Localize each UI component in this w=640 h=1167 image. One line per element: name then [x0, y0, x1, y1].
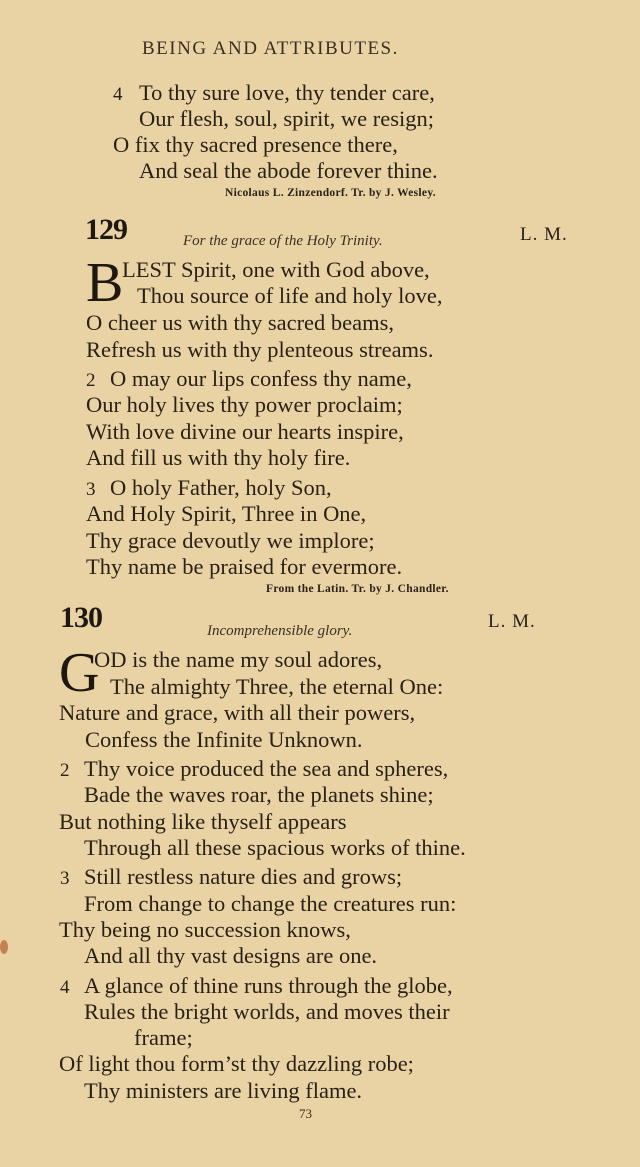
verse-line: Confess the Infinite Unknown. — [85, 727, 363, 752]
verse-line: From change to change the creatures run: — [84, 891, 457, 916]
verse-line: And seal the abode forever thine. — [139, 158, 438, 183]
verse-line: And all thy vast designs are one. — [84, 943, 378, 968]
hymn-subtitle: For the grace of the Holy Trinity. — [183, 233, 383, 249]
hymn-number: 130 — [60, 601, 102, 634]
verse-line: Thy voice produced the sea and spheres, — [84, 756, 449, 781]
stanza-number: 4 — [113, 84, 123, 105]
verse-line: Thy being no succession knows, — [59, 917, 351, 942]
verse-line: frame; — [134, 1025, 193, 1050]
verse-line: LEST Spirit, one with God above, — [122, 257, 430, 282]
verse-line: And Holy Spirit, Three in One, — [86, 501, 367, 526]
page-number: 73 — [299, 1106, 312, 1121]
stanza-number: 2 — [60, 760, 70, 781]
verse-line: O holy Father, holy Son, — [110, 475, 332, 500]
verse-line: Refresh us with thy plenteous streams. — [86, 337, 434, 362]
stanza-number: 2 — [86, 370, 96, 391]
verse-line: Our flesh, soul, spirit, we resign; — [139, 106, 434, 131]
running-header: BEING AND ATTRIBUTES. — [142, 38, 399, 59]
verse-line: To thy sure love, thy tender care, — [139, 80, 435, 105]
hymn-number: 129 — [85, 213, 127, 246]
verse-line: A glance of thine runs through the globe, — [84, 973, 453, 998]
hymn-subtitle: Incomprehensible glory. — [207, 623, 353, 639]
drop-cap: G — [59, 642, 100, 704]
verse-line: OD is the name my soul adores, — [94, 647, 383, 672]
verse-line: Through all these spacious works of thine. — [84, 835, 466, 860]
paper-stain — [0, 940, 8, 954]
verse-line: O may our lips confess thy name, — [110, 366, 412, 391]
verse-line: Rules the bright worlds, and moves their — [84, 999, 450, 1024]
verse-line: With love divine our hearts inspire, — [86, 419, 404, 444]
hymn-meter: L. M. — [520, 224, 568, 245]
verse-line: Our holy lives thy power proclaim; — [86, 392, 403, 417]
verse-line: Of light thou form’st thy dazzling robe; — [59, 1051, 414, 1076]
stanza-number: 3 — [60, 868, 70, 889]
verse-line: But nothing like thyself appears — [59, 809, 347, 834]
verse-line: The almighty Three, the eternal One: — [110, 674, 444, 699]
stanza-number: 3 — [86, 479, 96, 500]
verse-line: Bade the waves roar, the planets shine; — [84, 782, 434, 807]
verse-line: Thy ministers are living flame. — [84, 1078, 363, 1103]
verse-line: Thou source of life and holy love, — [137, 283, 443, 308]
drop-cap: B — [86, 252, 124, 314]
verse-line: Thy grace devoutly we implore; — [86, 528, 375, 553]
verse-line: O cheer us with thy sacred beams, — [86, 310, 395, 335]
hymn-meter: L. M. — [488, 611, 536, 632]
verse-line: O fix thy sacred presence there, — [113, 132, 398, 157]
stanza-number: 4 — [60, 977, 70, 998]
attribution: Nicolaus L. Zinzendorf. Tr. by J. Wesley. — [225, 187, 436, 199]
verse-line: Thy name be praised for evermore. — [86, 554, 403, 579]
verse-line: And fill us with thy holy fire. — [86, 445, 351, 470]
verse-line: Nature and grace, with all their powers, — [59, 700, 416, 725]
verse-line: Still restless nature dies and grows; — [84, 864, 403, 889]
attribution: From the Latin. Tr. by J. Chandler. — [266, 583, 449, 595]
